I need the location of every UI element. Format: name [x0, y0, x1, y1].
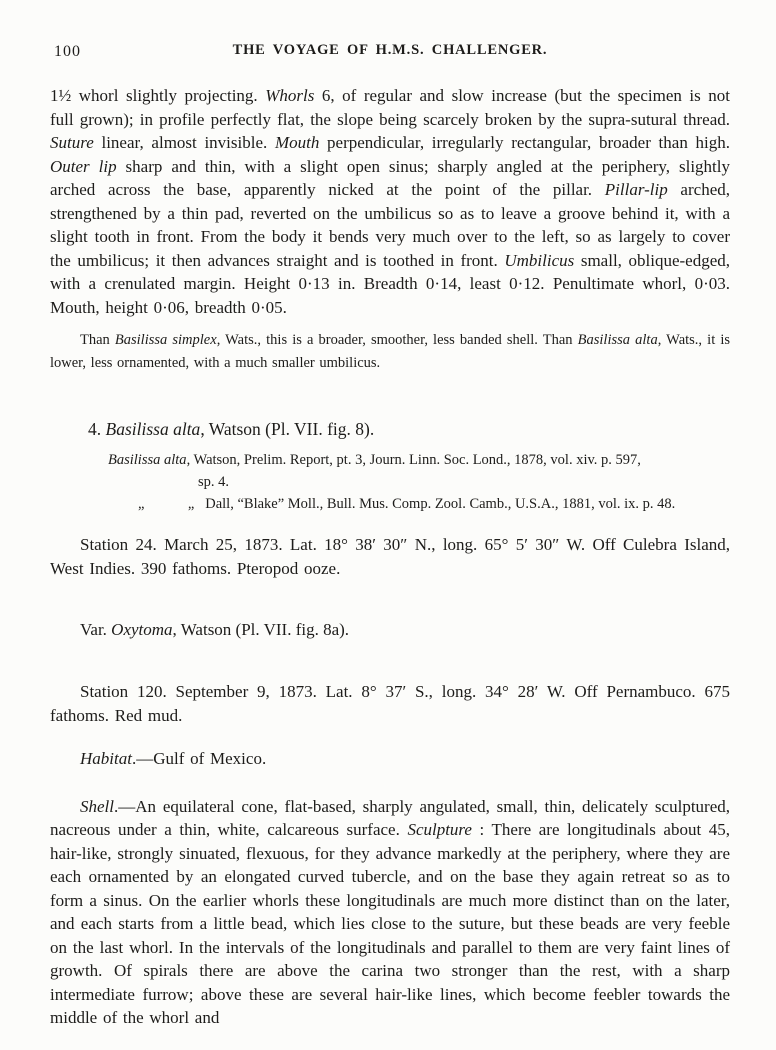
- page-header: [50, 42, 730, 62]
- reference-line: sp. 4.: [198, 474, 230, 490]
- page-number: 100: [54, 43, 81, 60]
- paragraph-station-24: Station 24. March 25, 1873. Lat. 18° 38′ 30″ N., long. 65° 5′ 30″ W. Off Culebra Island, West Indies. 390 fathoms. Pteropod ooze.: [50, 535, 730, 578]
- reference-line: Basilissa alta, Watson, Prelim. Report, pt. 3, Journ. Linn. Soc. Lond., 1878, vol. xiv. p. 597,: [108, 452, 641, 468]
- variety-heading: Var. Oxytoma, Watson (Pl. VII. fig. 8a).: [80, 620, 350, 639]
- paragraph-species-description: 1½ whorl slightly projecting. Whorls 6, of regular and slow increase (but the specimen is not full grown); in profile perfectly flat, the slope being scarcely broken by the supra-sutural thread. Suture linear, almost invisible. Mouth perpendicular, irregularly rectangular, broader than high. Outer lip sharp and thin, with a slight open sinus; sharply angled at the periphery, slightly arched across the base, apparently nicked at the point of the pillar. Pillar-lip arched, strengthened by a thin pad, reverted on the umbilicus so as to leave a groove behind it, with a slight tooth in front. From the body it bends very much over to the left, so as largely to cover the umbilicus; it then advances straight and is toothed in front. Umbilicus small, oblique-edged, with a crenulated margin. Height 0·13 in. Breadth 0·14, least 0·12. Penultimate whorl, 0·03. Mouth, height 0·06, breadth 0·05.: [50, 86, 731, 317]
- running-title: THE VOYAGE OF H.M.S. CHALLENGER.: [232, 42, 548, 58]
- reference-line: „ „ Dall, “Blake” Moll., Bull. Mus. Comp. Zool. Camb., U.S.A., 1881, vol. ix. p. 48.: [138, 496, 676, 512]
- synonymy-references: [50, 449, 730, 515]
- species-heading: 4. Basilissa alta, Watson (Pl. VII. fig. 8).: [88, 419, 375, 439]
- paragraph-comparison-note: Than Basilissa simplex, Wats., this is a broader, smoother, less banded shell. Than Basilissa alta, Wats., it is lower, less ornamented, with a much smaller umbilicus.: [50, 332, 730, 371]
- paragraph-habitat: Habitat.—Gulf of Mexico.: [80, 749, 267, 768]
- paragraph-shell-description: Shell.—An equilateral cone, flat-based, sharply angulated, small, thin, delicately sculptured, nacreous under a thin, white, calcareous surface. Sculpture : There are longitudinals about 45, hair-like, strongly sinuated, flexuous, for they advance markedly at the periphery, where they are each ornamented by an elongated curved tubercle, and on the base they again retreat so as to form a sinus. On the earlier whorls these longitudinals are much more distinct than on the later, and each starts from a little bead, which lies close to the suture, but these beads are very feeble on the last whorl. In the intervals of the longitudinals and parallel to them are very faint lines of growth. Of spirals there are above the carina two stronger than the rest, with a sharp intermediate furrow; above these are several hair-like lines, which become feebler towards the middle of the whorl and: [50, 796, 730, 1027]
- paragraph-station-120: Station 120. September 9, 1873. Lat. 8° 37′ S., long. 34° 28′ W. Off Pernambuco. 675 fathoms. Red mud.: [50, 682, 730, 725]
